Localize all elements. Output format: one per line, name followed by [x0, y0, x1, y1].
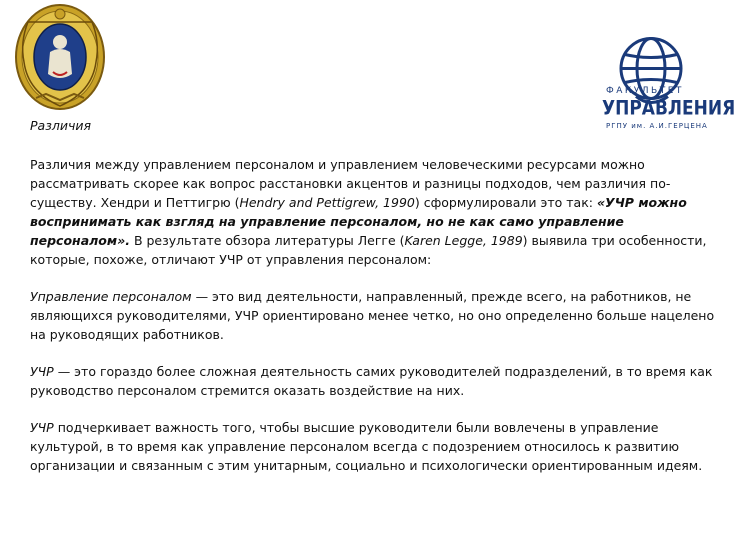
- p1-citation-1: Hendry and Pettigrew, 1990: [239, 195, 415, 210]
- p2-text: — это вид деятельности, направленный, прежде всего, на работников, не являющихся руководителями, УЧР ориентировано менее четко, но оно определенно больше нацелено на руководящих работников.: [30, 289, 715, 342]
- p1-text-b: ) сформулировали это так:: [414, 195, 597, 210]
- p3-text: — это гораздо более сложная деятельность самих руководителей подразделений, в то время как руководство персоналом стремится оказать воздействие на них.: [30, 364, 713, 398]
- paragraph-1: [30, 155, 716, 269]
- slide-title: Различия: [30, 118, 91, 133]
- logo-caption-line2: УПРАВЛЕНИЯ: [602, 97, 735, 120]
- p4-text: подчеркивает важность того, чтобы высшие руководители были вовлечены в управление культурой, в то время как управление персоналом всегда с подозрением относилось к развитию организации и связанным с этим унитарным, социально и психологически ориентированным идеям.: [30, 420, 703, 473]
- p1-text-a: Различия между управлением персоналом и управлением человеческими ресурсами можно рассматривать скорее как вопрос расстановки акцентов и разницы подходов, чем различия по-существу. Хендри и Петтигрю (: [30, 157, 671, 210]
- slide-body: [30, 155, 716, 493]
- p3-term: УЧР: [30, 364, 54, 379]
- paragraph-2: [30, 287, 716, 344]
- paragraph-3: [30, 362, 716, 400]
- p1-quote: «УЧР можно воспринимать как взгляд на управление персоналом, но не как само управление персоналом».: [30, 195, 687, 248]
- p4-term: УЧР: [30, 420, 54, 435]
- p2-term: Управление персоналом: [30, 289, 192, 304]
- logo-caption-line1: ФАКУЛЬТЕТ: [606, 86, 684, 96]
- paragraph-4: [30, 418, 716, 475]
- logo-caption-line3: РГПУ им. А.И.ГЕРЦЕНА: [606, 122, 708, 130]
- p1-text-d: ) выявила три особенности, которые, похоже, отличают УЧР от управления персоналом:: [30, 233, 707, 267]
- university-emblem-logo: [10, 2, 110, 112]
- p1-citation-2: Karen Legge, 1989: [404, 233, 523, 248]
- p1-text-c: В результате обзора литературы Легге (: [129, 233, 405, 248]
